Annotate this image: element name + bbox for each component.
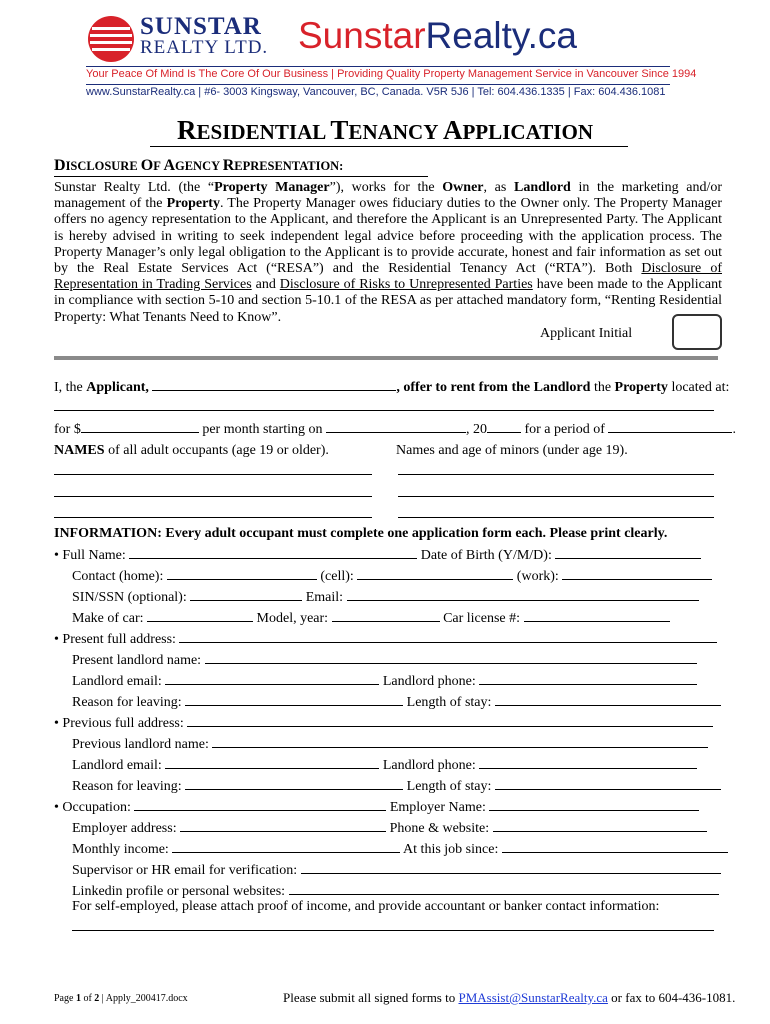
adult-occupant-field[interactable] <box>54 517 372 518</box>
adult-occupant-field[interactable] <box>54 496 372 497</box>
previous-landlord-email-field[interactable] <box>165 756 379 769</box>
present-landlord-email-field[interactable] <box>165 672 379 685</box>
car-make-field[interactable] <box>147 609 253 622</box>
occupation-row: • Occupation: Employer Name: <box>54 798 699 816</box>
section-separator <box>54 356 718 360</box>
car-row: Make of car: Model, year: Car license #: <box>72 609 670 627</box>
page-title: RESIDENTIAL TENANCY APPLICATION <box>176 115 594 145</box>
adult-occupants-label: NAMES of all adult occupants (age 19 or older). <box>54 443 329 458</box>
offer-line: I, the Applicant, , offer to rent from the Landlord the Property located at: <box>54 380 730 395</box>
minor-occupant-field[interactable] <box>398 496 714 497</box>
previous-reason-field[interactable] <box>185 777 403 790</box>
home-phone-field[interactable] <box>167 567 317 580</box>
supervisor-row: Supervisor or HR email for verification: <box>72 861 721 879</box>
minors-label: Names and age of minors (under age 19). <box>396 443 628 458</box>
present-address-row: • Present full address: <box>54 630 717 648</box>
disclosure-heading: DISCLOSURE OF AGENCY REPRESENTATION: <box>54 157 344 174</box>
employer-address-row: Employer address: Phone & website: <box>72 819 707 837</box>
adult-occupant-field[interactable] <box>54 474 372 475</box>
full-name-row: • Full Name: Date of Birth (Y/M/D): <box>54 546 701 564</box>
supervisor-email-field[interactable] <box>301 861 721 874</box>
previous-reason-row: Reason for leaving: Length of stay: <box>72 777 721 795</box>
previous-address-field[interactable] <box>187 714 713 727</box>
present-landlord-name-field[interactable] <box>205 651 697 664</box>
disclosure-trading-link[interactable]: Disclosure of Representation in Trading Services <box>54 261 722 293</box>
applicant-initial-box[interactable] <box>672 314 722 350</box>
rent-amount-field[interactable] <box>81 420 199 433</box>
website-logo-text <box>298 14 577 58</box>
start-year-field[interactable] <box>487 420 521 433</box>
header-divider-mid <box>86 84 670 85</box>
present-landlord-contact-row: Landlord email: Landlord phone: <box>72 672 697 690</box>
car-license-field[interactable] <box>524 609 670 622</box>
disclosure-risks-link[interactable]: Disclosure of Risks to Unrepresented Parties <box>279 277 533 293</box>
applicant-initial-label: Applicant Initial <box>540 326 633 341</box>
site-part2: Realty.ca <box>425 15 578 56</box>
previous-landlord-phone-field[interactable] <box>479 756 697 769</box>
site-part1: Sunstar <box>298 15 426 56</box>
income-row: Monthly income: At this job since: <box>72 840 728 858</box>
employer-phone-website-field[interactable] <box>493 819 707 832</box>
occupation-field[interactable] <box>134 798 386 811</box>
minor-occupant-field[interactable] <box>398 517 714 518</box>
linkedin-field[interactable] <box>289 882 719 895</box>
email-field[interactable] <box>347 588 699 601</box>
present-length-field[interactable] <box>495 693 721 706</box>
page-number: Page 1 of 2 | Apply_200417.docx <box>54 993 188 1004</box>
work-phone-field[interactable] <box>562 567 712 580</box>
minor-occupant-field[interactable] <box>398 474 714 475</box>
monthly-income-field[interactable] <box>172 840 400 853</box>
rent-line: for $ per month starting on , 20 for a period of . <box>54 422 736 437</box>
contact-line: www.SunstarRealty.ca | #6- 3003 Kingsway, Vancouver, BC, Canada. V5R 5J6 | Tel: 604.436.1335 | Fax: 604.436.1081 <box>86 86 666 98</box>
present-address-field[interactable] <box>179 630 717 643</box>
full-name-field[interactable] <box>129 546 417 559</box>
employer-address-field[interactable] <box>180 819 386 832</box>
disclosure-heading-underline <box>54 176 428 177</box>
header-divider-top <box>86 66 670 67</box>
present-landlord-row: Present landlord name: <box>72 651 697 669</box>
submit-instructions: Please submit all signed forms to PMAssist@SunstarRealty.ca or fax to 604-436-1081. <box>283 990 736 1005</box>
self-employed-field[interactable] <box>72 930 714 931</box>
self-employed-note: For self-employed, please attach proof of income, and provide accountant or banker contact information: <box>72 899 660 914</box>
previous-landlord-contact-row: Landlord email: Landlord phone: <box>72 756 697 774</box>
applicant-name-field[interactable] <box>152 378 396 391</box>
cell-phone-field[interactable] <box>357 567 513 580</box>
previous-address-row: • Previous full address: <box>54 714 713 732</box>
disclosure-paragraph: Sunstar Realty Ltd. (the “Property Manager”), works for the Owner, as Landlord in the marketing and/or management of the Property. The Property Manager owes fiduciary duties to the Owner only. The Property Manager offers no agency representation to the Applicant, and therefore the Applicant is an Unrepresented Party. The Applicant is hereby advised in writing to seek independent legal advice before proceeding with the application process. The Property Manager’s only legal obligation to the Applicant is to provide accurate, honest and fair information as set out by the Real Estate Services Act (“RESA”) and the Residential Tenancy Act (“RTA”). Both Disclosure of Representation in Trading Services and Disclosure of Risks to Unrepresented Parties have been made to the Applicant in compliance with section 5-10 and section 5-10.1 of the RESA as per attached mandatory form, “Renting Residential Property: What Tenants Need to Know”. <box>54 180 722 325</box>
rental-period-field[interactable] <box>608 420 732 433</box>
title-underline <box>150 146 628 147</box>
present-landlord-phone-field[interactable] <box>479 672 697 685</box>
car-model-field[interactable] <box>332 609 440 622</box>
sunstar-logo-icon <box>86 14 136 64</box>
present-reason-row: Reason for leaving: Length of stay: <box>72 693 721 711</box>
start-date-field[interactable] <box>326 420 466 433</box>
employer-name-field[interactable] <box>489 798 699 811</box>
submit-email-link[interactable]: PMAssist@SunstarRealty.ca <box>458 990 608 1005</box>
linkedin-row: Linkedin profile or personal websites: <box>72 882 719 900</box>
sin-field[interactable] <box>190 588 302 601</box>
job-since-field[interactable] <box>502 840 728 853</box>
brand-subtitle: REALTY LTD. <box>140 37 269 58</box>
sin-email-row: SIN/SSN (optional): Email: <box>72 588 699 606</box>
present-reason-field[interactable] <box>185 693 403 706</box>
dob-field[interactable] <box>555 546 701 559</box>
information-heading: INFORMATION: Every adult occupant must complete one application form each. Please print clearly. <box>54 526 668 541</box>
contact-row: Contact (home): (cell): (work): <box>72 567 712 585</box>
previous-landlord-row: Previous landlord name: <box>72 735 708 753</box>
property-address-field[interactable] <box>54 410 714 411</box>
previous-length-field[interactable] <box>495 777 721 790</box>
previous-landlord-name-field[interactable] <box>212 735 708 748</box>
brand-name: SUNSTAR <box>140 13 262 40</box>
tagline: Your Peace Of Mind Is The Core Of Our Business | Providing Quality Property Management Service in Vancouver Since 1994 <box>86 68 697 80</box>
